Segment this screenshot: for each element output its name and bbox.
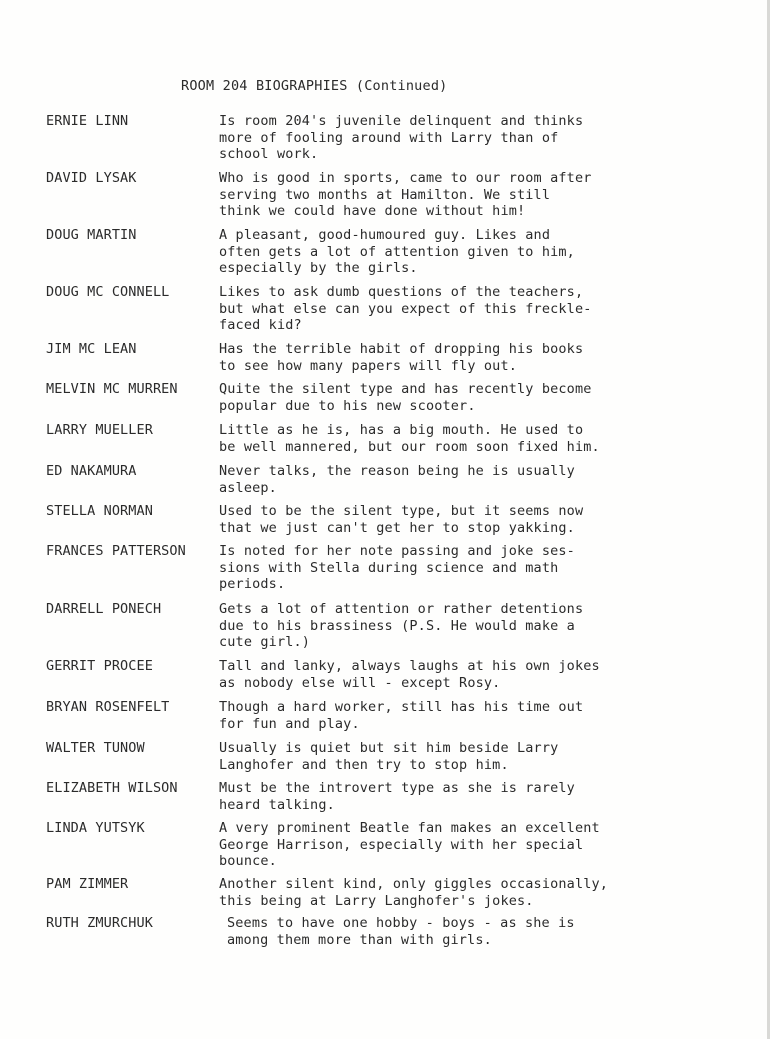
biography-line: faced kid? bbox=[219, 317, 302, 333]
student-biography bbox=[219, 503, 689, 536]
student-biography bbox=[219, 284, 689, 334]
student-name: STELLA NORMAN bbox=[46, 503, 153, 519]
student-biography bbox=[219, 381, 689, 414]
biography-line: Langhofer and then try to stop him. bbox=[219, 756, 509, 773]
biography-line: Seems to have one hobby - boys - as she is bbox=[227, 915, 575, 931]
biography-line: this being at Larry Langhofer's jokes. bbox=[219, 892, 534, 909]
student-biography bbox=[227, 915, 697, 948]
student-name: ED NAKAMURA bbox=[46, 463, 137, 479]
biography-line: Who is good in sports, came to our room after bbox=[219, 170, 592, 186]
student-name: PAM ZIMMER bbox=[46, 876, 129, 892]
student-name: LARRY MUELLER bbox=[46, 422, 153, 438]
student-name: DARRELL PONECH bbox=[46, 601, 162, 617]
biography-line: that we just can't get her to stop yakking. bbox=[219, 519, 575, 536]
biography-line: Tall and lanky, always laughs at his own jokes bbox=[219, 658, 600, 674]
student-name: RUTH ZMURCHUK bbox=[46, 915, 153, 931]
student-name: DAVID LYSAK bbox=[46, 170, 137, 186]
biography-line: due to his brassiness (P.S. He would make a bbox=[219, 617, 575, 634]
student-name: BRYAN ROSENFELT bbox=[46, 699, 170, 715]
student-biography bbox=[219, 658, 689, 691]
biography-line: more of fooling around with Larry than of bbox=[219, 129, 559, 146]
student-name: DOUG MARTIN bbox=[46, 227, 137, 243]
biography-line: among them more than with girls. bbox=[227, 931, 492, 948]
student-biography bbox=[219, 463, 689, 496]
biography-line: be well mannered, but our room soon fixed him. bbox=[219, 438, 600, 455]
biography-line: Usually is quiet but sit him beside Larry bbox=[219, 740, 559, 756]
student-name: FRANCES PATTERSON bbox=[46, 543, 186, 559]
biography-line: serving two months at Hamilton. We still bbox=[219, 186, 551, 203]
student-name: LINDA YUTSYK bbox=[46, 820, 145, 836]
student-name: GERRIT PROCEE bbox=[46, 658, 153, 674]
biography-line: but what else can you expect of this freckle- bbox=[219, 300, 592, 317]
biography-line: Little as he is, has a big mouth. He used to bbox=[219, 422, 584, 438]
biography-line: periods. bbox=[219, 576, 286, 592]
biography-line: Is noted for her note passing and joke ses- bbox=[219, 543, 575, 559]
biography-line: sions with Stella during science and math bbox=[219, 559, 559, 576]
biography-line: Gets a lot of attention or rather detentions bbox=[219, 601, 584, 617]
student-name: WALTER TUNOW bbox=[46, 740, 145, 756]
biography-line: Quite the silent type and has recently become bbox=[219, 381, 592, 397]
biography-line: Never talks, the reason being he is usually bbox=[219, 463, 575, 479]
biography-line: Likes to ask dumb questions of the teachers, bbox=[219, 284, 584, 300]
student-biography bbox=[219, 341, 689, 374]
biography-line: Though a hard worker, still has his time out bbox=[219, 699, 584, 715]
student-name: MELVIN MC MURREN bbox=[46, 381, 178, 397]
student-biography bbox=[219, 699, 689, 732]
student-biography bbox=[219, 740, 689, 773]
biography-line: asleep. bbox=[219, 479, 277, 496]
student-biography bbox=[219, 820, 689, 870]
student-biography bbox=[219, 227, 689, 277]
biography-line: George Harrison, especially with her special bbox=[219, 836, 584, 853]
student-name: ELIZABETH WILSON bbox=[46, 780, 178, 796]
biography-line: especially by the girls. bbox=[219, 260, 418, 276]
student-name: ERNIE LINN bbox=[46, 113, 129, 129]
student-biography bbox=[219, 422, 689, 455]
biography-line: popular due to his new scooter. bbox=[219, 397, 476, 414]
biography-line: A very prominent Beatle fan makes an excellent bbox=[219, 820, 600, 836]
student-biography bbox=[219, 543, 689, 593]
page-title: ROOM 204 BIOGRAPHIES (Continued) bbox=[181, 78, 448, 94]
biography-line: Is room 204's juvenile delinquent and thinks bbox=[219, 113, 584, 129]
biography-line: cute girl.) bbox=[219, 634, 311, 650]
student-biography bbox=[219, 601, 689, 651]
biography-line: Another silent kind, only giggles occasionally, bbox=[219, 876, 609, 892]
student-biography bbox=[219, 876, 689, 909]
biography-line: think we could have done without him! bbox=[219, 203, 526, 219]
biography-line: Used to be the silent type, but it seems now bbox=[219, 503, 584, 519]
biography-line: Has the terrible habit of dropping his books bbox=[219, 341, 584, 357]
student-biography bbox=[219, 780, 689, 813]
biography-line: Must be the introvert type as she is rarely bbox=[219, 780, 575, 796]
student-biography bbox=[219, 170, 689, 220]
biography-line: heard talking. bbox=[219, 796, 335, 813]
biography-line: bounce. bbox=[219, 853, 277, 869]
biography-line: to see how many papers will fly out. bbox=[219, 357, 517, 374]
student-biography bbox=[219, 113, 689, 163]
biography-line: often gets a lot of attention given to him, bbox=[219, 243, 575, 260]
biography-line: school work. bbox=[219, 146, 319, 162]
student-name: JIM MC LEAN bbox=[46, 341, 137, 357]
biography-line: for fun and play. bbox=[219, 715, 360, 732]
biography-line: A pleasant, good-humoured guy. Likes and bbox=[219, 227, 551, 243]
student-name: DOUG MC CONNELL bbox=[46, 284, 170, 300]
biography-line: as nobody else will - except Rosy. bbox=[219, 674, 501, 691]
